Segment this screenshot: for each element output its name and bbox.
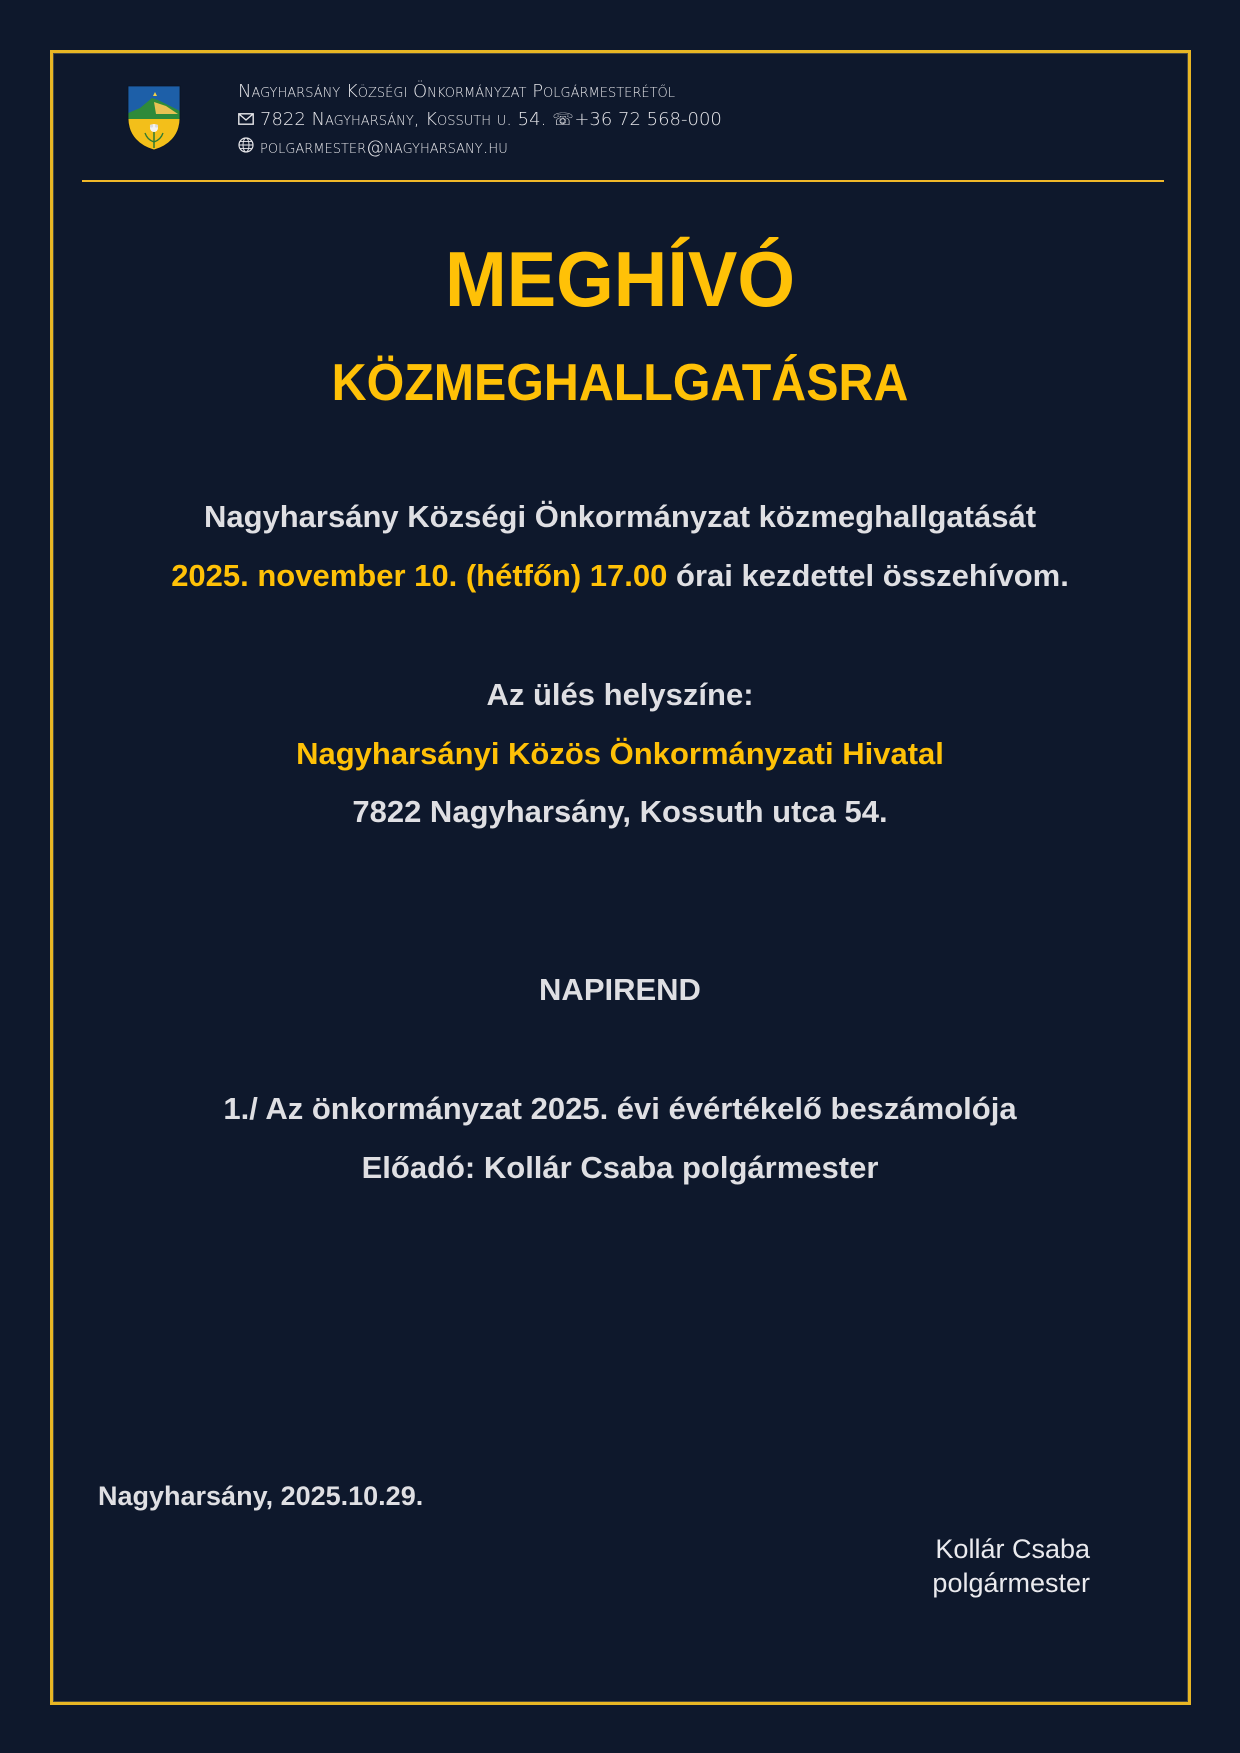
issuer-line — [238, 78, 722, 106]
letterhead — [82, 78, 1164, 158]
venue-label: Az ülés helyszíne: — [486, 677, 754, 712]
agenda-item-title: 1./ Az önkormányzat 2025. évi évértékelő beszámolója — [223, 1091, 1017, 1126]
agenda-item-presenter: Előadó: Kollár Csaba polgármester — [361, 1150, 879, 1185]
header-divider — [82, 180, 1164, 182]
agenda-heading: NAPIREND — [539, 972, 701, 1007]
issuer-name: Nagyharsány Községi Önkormányzat Polgármesterétől — [238, 81, 676, 102]
page-title: MEGHÍVÓ — [445, 235, 795, 323]
invitation-line-2 — [0, 556, 1240, 596]
meeting-datetime: 2025. november 10. (hétfőn) 17.00 — [171, 558, 668, 593]
address-text: 7822 Nagyharsány, Kossuth u. 54. — [260, 109, 547, 130]
phone-number[interactable]: +36 72 568-000 — [574, 109, 722, 130]
invitation-line-1: Nagyharsány Községi Önkormányzat közmeghallgatását — [203, 499, 1037, 534]
venue-address: 7822 Nagyharsány, Kossuth utca 54. — [352, 794, 888, 829]
place-and-date: Nagyharsány, 2025.10.29. — [98, 1481, 424, 1511]
venue-name: Nagyharsányi Közös Önkormányzati Hivatal — [296, 736, 944, 771]
email-line — [238, 134, 722, 162]
signature-block — [932, 1532, 1090, 1600]
email-link[interactable]: polgarmester@nagyharsany.hu — [260, 137, 508, 158]
signer-title: polgármester — [932, 1568, 1090, 1598]
invitation-line-2-rest: órai kezdettel összehívom. — [667, 558, 1069, 593]
signer-name: Kollár Csaba — [935, 1534, 1090, 1564]
coat-of-arms-icon — [126, 84, 182, 152]
envelope-icon — [238, 106, 256, 134]
globe-icon — [238, 134, 256, 162]
page-subtitle: KÖZMEGHALLGATÁSRA — [331, 354, 909, 412]
address-phone-line — [238, 106, 722, 134]
telephone-icon: ☏ — [552, 110, 574, 130]
